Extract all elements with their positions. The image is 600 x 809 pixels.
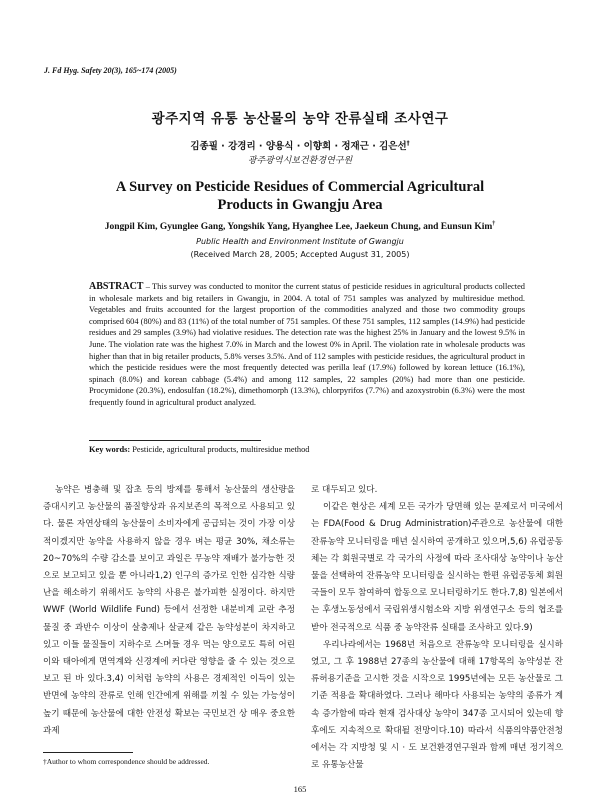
body-paragraph: 로 대두되고 있다.	[311, 485, 378, 495]
footnote-divider	[43, 752, 133, 753]
keywords-divider	[89, 440, 261, 441]
body-paragraph: 우리나라에서는 1968년 처음으로 잔류농약 모니터링을 실시하였고, 그 후 1988년 27종의 농산물에 대해 17항목의 농약성분 잔류허용기준을 고시한 것을 시작으로 1995년에는 모든 농산물로 그 기준 적용을 확대하였다. 그러나 해마다 사용되는 농약의 종류가 계속 증가함에 따라 현재 검사대상 농약이 347종 고시되어 있는데 향후에도 지속적으로 확대될 전망이다.10) 따라서 식품의약품안전청에서는 각 지방청 및 시 · 도 보건환경연구원과 함께 매년 정기적으로 유통농산물	[311, 639, 563, 771]
keywords-label: Key words:	[89, 445, 131, 454]
keywords-text: Pesticide, agricultural products, multiresidue method	[130, 445, 310, 454]
body-column-right	[311, 482, 563, 774]
english-title-line-1: A Survey on Pesticide Residues of Commercial Agricultural	[115, 179, 485, 195]
english-author-names: Jongpil Kim, Gyunglee Gang, Yongshik Yang, Hyanghee Lee, Jaekeun Chung, and Eunsun Kim	[104, 222, 493, 233]
korean-affiliation: 광주광역시보건환경연구원	[247, 156, 353, 166]
english-authors	[0, 221, 600, 232]
body-column-left	[43, 482, 295, 740]
page-number: 165	[293, 784, 307, 794]
korean-title: 광주지역 유통 농산물의 농약 잔류실태 조사연구	[151, 111, 449, 127]
corresponding-mark: †	[406, 139, 410, 147]
keywords	[89, 445, 310, 454]
abstract-label: ABSTRACT	[89, 281, 144, 292]
received-dates: (Received March 28, 2005; Accepted August 31, 2005)	[190, 250, 410, 259]
english-title	[0, 178, 600, 214]
body-paragraph: 농약은 병충해 및 잡초 등의 방제를 통해서 농산물의 생산량을 증대시키고 농산물의 품질향상과 유지보존의 목적으로 사용되고 있다. 물론 자연상태의 농산물이 소비자에게 공급되는 것이 가장 이상적이겠지만 농약을 사용하지 않을 경우 벼는 평균 30%, 채소류는 20~70%의 수량 감소를 보이고 과일은 무농약 재배가 불가능한 것으로 보고되고 있을 뿐 아니라1,2) 인구의 증가로 인한 심각한 식량난을 해소하기 위해서도 농약의 사용은 불가피한 실정이다. 하지만 WWF (World Wildlife Fund) 등에서 선정한 내분비계 교란 추정물질 중 과반수 이상이 살충제나 살균제 같은 농약성분이 차지하고 있고 이들 물질들이 지하수로 스며들 경우 먹는 양으로도 특히 어린이와 태아에게 면역계와 신경계에 커다란 영향을 줄 수 있는 것으로 보고 된 바 있다.3,4) 이처럼 농약의 사용은 경제적인 이득이 있는 반면에 농약의 잔류로 인해 인간에게 위해를 끼칠 수 있는 가능성이 높기 때문에 농산물에 대한 안전성 확보는 국민보건 상 매우 중요한 과제	[43, 485, 295, 736]
english-affiliation: Public Health and Environment Institute of Gwangju	[196, 237, 404, 246]
body-paragraph: 이같은 현상은 세계 모든 국가가 당면해 있는 문제로서 미국에서는 FDA(Food & Drug Administration)주관으로 농산물에 대한 잔류농약 모니터링을 매년 실시하여 공개하고 있으며,5,6) 유럽공동체는 각 회원국별로 각 국가의 사정에 따라 조사대상 농약이나 농산물을 선택하여 잔류농약 모니터링을 실시하는 한편 유럽공동체 회원국들이 모두 참여하여 합동으로 모니터링하기도 한다.7,8) 일본에서는 후생노동성에서 국립위생시험소와 지방 위생연구소 등의 협조를 받아 전국적으로 식품 중 농약잔류 실태를 조사하고 있다.9)	[311, 502, 563, 633]
journal-citation: J. Fd Hyg. Safety 20(3), 165~174 (2005)	[44, 66, 177, 75]
corresponding-mark-en: †	[492, 221, 496, 227]
abstract	[89, 281, 525, 409]
footnote: †Author to whom correspondence should be addressed.	[43, 757, 210, 766]
korean-author-names: 김종필 · 강경리 · 양용식 · 이향희 · 정재근 · 김은선	[190, 141, 407, 152]
korean-authors	[0, 138, 600, 152]
abstract-text: – This survey was conducted to monitor the current status of pesticide residues in agricultural products collected in wholesale markets and big retailers in Gwangju, in 2004. A total of 751 samples was analyzed by multiresidue method. Vegetables and fruits accounted for the largest proportion of the commodities analyzed and those two commodity groups comprised 604 (80%) and 83 (11%) of the total number of 751 samples. Of these 751 samples, 112 samples (14.9%) had pesticide residues and 29 samples (3.9%) had violative residues. The detection rate was the highest 25% in January and the lowest 9.5% in June. The violation rate was the highest 7.0% in March and the lowest 0% in April. The violation rate in wholesale products was higher than that in big retailer products, 5.8% verses 3.5%. And of 112 samples with pesticide residues, the agricultural product in which the pesticide residues were the most frequently detected was perilla leaf (17.9%) followed by korean lettuce (16.1%), spinach (8.0%) and korean cabbage (5.4%) and among 112 samples, 22 samples (20%) had more than one pesticide. Procymidone (20.3%), endosulfan (18.2%), dimethomorph (13.3%), chlorpyrifos (7.7%) and azoxystrobin (6.3%) were the most frequently found in agricultural product analyzed.	[89, 282, 525, 407]
english-title-line-2: Products in Gwangju Area	[217, 197, 383, 213]
